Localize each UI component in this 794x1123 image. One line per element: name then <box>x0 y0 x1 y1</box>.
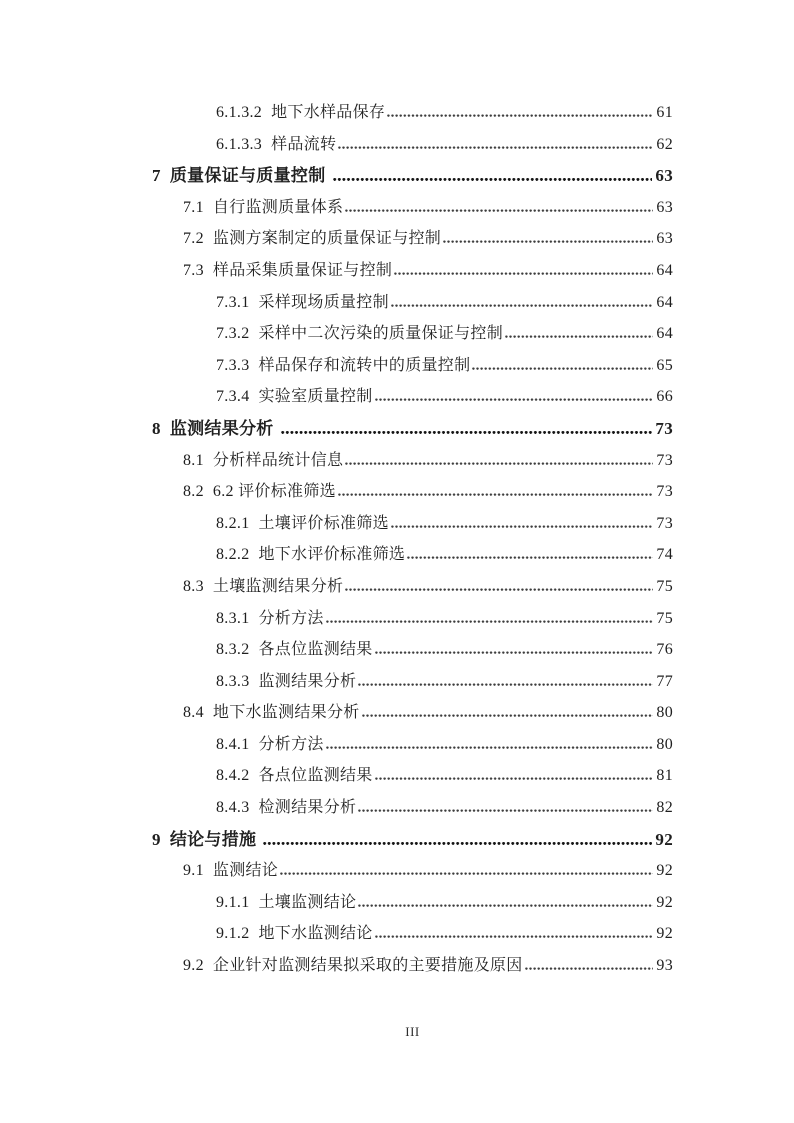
toc-entry-title: 监测结果分析 <box>258 672 357 690</box>
toc-entry-title: 结论与措施 <box>169 829 257 849</box>
dot-leader <box>358 904 653 907</box>
toc-entry <box>152 539 673 571</box>
toc-entry-number: 8.3.3 <box>216 672 250 690</box>
toc-entry-page: 62 <box>656 135 673 153</box>
dot-leader <box>281 431 653 434</box>
dot-leader <box>333 178 653 181</box>
table-of-contents <box>152 97 673 982</box>
toc-entry <box>152 887 673 919</box>
toc-entry-number: 9.2 <box>183 957 204 975</box>
toc-entry <box>152 192 673 224</box>
dot-leader <box>443 240 653 243</box>
toc-entry-number: 7 <box>152 166 161 186</box>
toc-entry-page: 81 <box>656 767 673 785</box>
dot-leader <box>391 304 653 307</box>
toc-entry <box>152 666 673 698</box>
toc-entry-number: 9.1.1 <box>216 893 250 911</box>
toc-entry-page: 65 <box>656 356 673 374</box>
toc-entry-page: 63 <box>655 166 673 186</box>
toc-entry-title: 地下水样品保存 <box>271 104 386 121</box>
dot-leader <box>326 620 654 623</box>
toc-entry-title: 自行监测质量体系 <box>212 198 344 216</box>
toc-entry-page: 80 <box>656 735 673 753</box>
toc-entry-title: 分析样品统计信息 <box>212 451 344 469</box>
toc-entry-title: 检测结果分析 <box>258 799 357 817</box>
toc-entry-page: 61 <box>656 104 673 121</box>
toc-entry-page: 92 <box>656 862 673 880</box>
toc-entry-title: 分析方法 <box>258 735 324 753</box>
dot-leader <box>472 367 653 370</box>
toc-entry-number: 7.3.4 <box>216 388 250 406</box>
dot-leader <box>407 556 653 559</box>
toc-entry-number: 8.2 <box>183 483 204 501</box>
dot-leader <box>394 272 653 275</box>
toc-entry-title: 实验室质量控制 <box>258 388 373 406</box>
toc-entry-page: 63 <box>656 230 673 248</box>
toc-entry-title: 样品保存和流转中的质量控制 <box>258 356 471 374</box>
toc-entry-title: 土壤监测结果分析 <box>212 577 344 595</box>
toc-entry-title: 质量保证与质量控制 <box>169 166 326 186</box>
toc-entry <box>152 508 673 540</box>
dot-leader <box>387 114 653 117</box>
dot-leader <box>505 335 653 338</box>
toc-entry-title: 样品流转 <box>271 135 337 153</box>
toc-entry-number: 8.3.1 <box>216 609 250 627</box>
toc-entry <box>152 792 673 824</box>
toc-entry-number: 9.1.2 <box>216 925 250 943</box>
toc-entry-page: 92 <box>656 925 673 943</box>
toc-entry-title: 企业针对监测结果拟采取的主要措施及原因 <box>212 957 523 975</box>
toc-entry-page: 80 <box>656 704 673 722</box>
toc-entry <box>152 603 673 635</box>
toc-entry-page: 63 <box>656 198 673 216</box>
toc-entry-number: 6.1.3.2 <box>216 104 263 121</box>
dot-leader <box>375 651 654 654</box>
toc-entry-page: 75 <box>656 577 673 595</box>
dot-leader <box>338 493 653 496</box>
toc-entry <box>152 729 673 761</box>
toc-entry <box>152 381 673 413</box>
toc-entry-title: 地下水监测结论 <box>258 925 373 943</box>
toc-entry <box>152 634 673 666</box>
toc-entry-number: 8.4.3 <box>216 799 250 817</box>
toc-entry-title: 地下水评价标准筛选 <box>258 546 406 564</box>
dot-leader <box>375 398 654 401</box>
toc-entry <box>152 160 673 192</box>
toc-entry-number: 9.1 <box>183 862 204 880</box>
toc-entry-title: 分析方法 <box>258 609 324 627</box>
toc-entry-number: 8.2.2 <box>216 546 250 564</box>
toc-entry-number: 9 <box>152 829 161 849</box>
toc-entry-number: 7.3.1 <box>216 293 250 311</box>
toc-entry <box>152 287 673 319</box>
toc-entry-page: 82 <box>656 799 673 817</box>
dot-leader <box>358 809 653 812</box>
dot-leader <box>345 209 653 212</box>
toc-entry-title: 土壤评价标准筛选 <box>258 514 389 532</box>
toc-entry <box>152 223 673 255</box>
dot-leader <box>525 967 654 970</box>
toc-entry-page: 93 <box>656 957 673 975</box>
toc-entry <box>152 129 673 161</box>
toc-entry-page: 75 <box>656 609 673 627</box>
toc-entry <box>152 697 673 729</box>
toc-entry <box>152 318 673 350</box>
dot-leader <box>338 146 653 149</box>
toc-entry-number: 8.4 <box>183 704 204 722</box>
toc-entry-page: 73 <box>656 514 673 532</box>
toc-entry <box>152 918 673 950</box>
dot-leader <box>391 525 653 528</box>
dot-leader <box>362 714 654 717</box>
dot-leader <box>263 842 652 845</box>
toc-entry-title: 地下水监测结果分析 <box>212 704 360 722</box>
toc-entry <box>152 445 673 477</box>
toc-entry-number: 8.3.2 <box>216 641 250 659</box>
toc-entry <box>152 855 673 887</box>
toc-entry-number: 8.4.1 <box>216 735 250 753</box>
toc-entry-title: 监测方案制定的质量保证与控制 <box>212 230 442 248</box>
toc-entry <box>152 760 673 792</box>
toc-entry-page: 77 <box>656 672 673 690</box>
toc-entry-page: 64 <box>656 325 673 343</box>
toc-entry-page: 92 <box>656 893 673 911</box>
dot-leader <box>358 683 653 686</box>
toc-entry-number: 8.4.2 <box>216 767 250 785</box>
toc-entry-page: 73 <box>656 483 673 501</box>
toc-entry <box>152 350 673 382</box>
toc-entry <box>152 824 673 856</box>
dot-leader <box>375 777 654 780</box>
toc-entry <box>152 571 673 603</box>
toc-entry-page: 76 <box>656 641 673 659</box>
toc-entry <box>152 97 673 129</box>
toc-entry-page: 74 <box>656 546 673 564</box>
dot-leader <box>326 746 654 749</box>
toc-entry-number: 7.3 <box>183 261 204 279</box>
toc-entry-number: 7.3.2 <box>216 325 250 343</box>
toc-entry <box>152 950 673 982</box>
toc-entry-page: 64 <box>656 293 673 311</box>
toc-entry <box>152 255 673 287</box>
toc-entry-number: 8.3 <box>183 577 204 595</box>
toc-entry-title: 监测结论 <box>212 862 279 880</box>
toc-entry-title: 采样中二次污染的质量保证与控制 <box>258 325 504 343</box>
toc-entry-page: 73 <box>655 418 673 438</box>
toc-entry-number: 8.2.1 <box>216 514 250 532</box>
dot-leader <box>345 588 653 591</box>
page-number-footer: III <box>405 1024 420 1039</box>
toc-entry-number: 8.1 <box>183 451 204 469</box>
dot-leader <box>280 872 653 875</box>
toc-entry-title: 样品采集质量保证与控制 <box>212 261 393 279</box>
toc-entry <box>152 413 673 445</box>
toc-entry-number: 6.1.3.3 <box>216 135 263 153</box>
toc-entry-title: 各点位监测结果 <box>258 641 373 659</box>
toc-entry-page: 66 <box>656 388 673 406</box>
dot-leader <box>345 462 653 465</box>
toc-entry-number: 7.1 <box>183 198 204 216</box>
toc-entry-page: 92 <box>655 829 673 849</box>
toc-entry-page: 73 <box>656 451 673 469</box>
toc-entry-number: 7.2 <box>183 230 204 248</box>
toc-entry-number: 8 <box>152 418 161 438</box>
toc-entry-page: 64 <box>656 261 673 279</box>
toc-entry-number: 7.3.3 <box>216 356 250 374</box>
toc-entry-title: 6.2 评价标准筛选 <box>212 483 336 501</box>
toc-entry-title: 监测结果分析 <box>169 418 274 438</box>
toc-entry-title: 土壤监测结论 <box>258 893 357 911</box>
dot-leader <box>375 935 654 938</box>
toc-entry-title: 各点位监测结果 <box>258 767 373 785</box>
toc-entry-title: 采样现场质量控制 <box>258 293 389 311</box>
toc-entry <box>152 476 673 508</box>
